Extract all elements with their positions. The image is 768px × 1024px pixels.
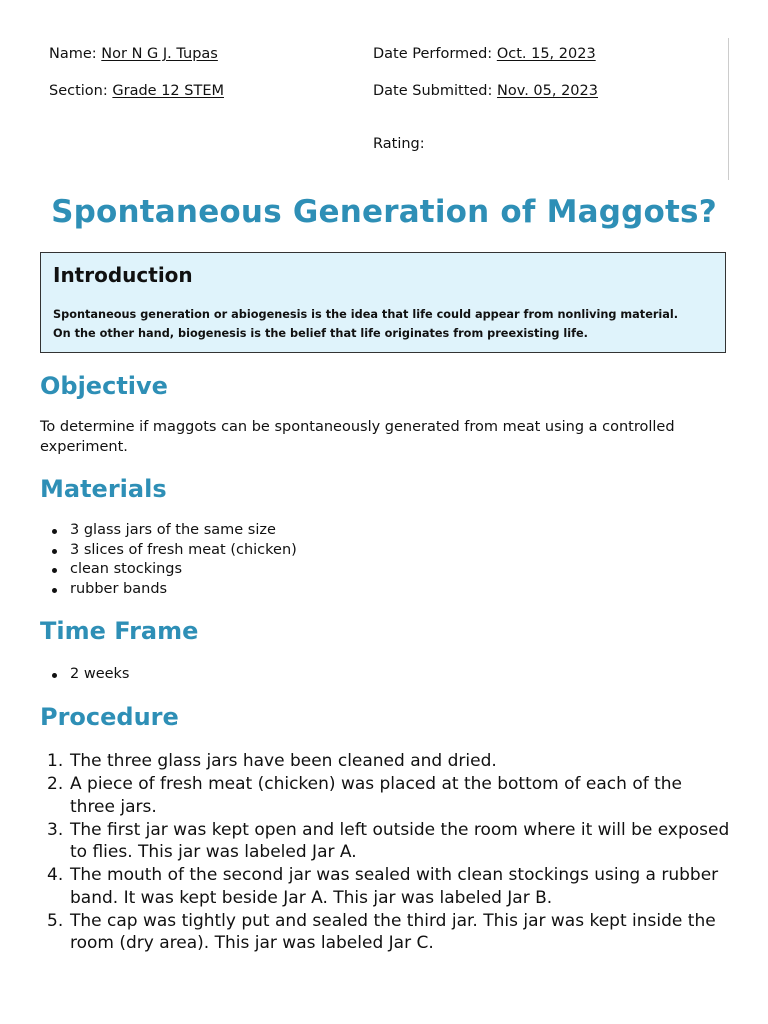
materials-heading: Materials xyxy=(40,475,167,503)
list-item-text: 2 weeks xyxy=(70,666,130,682)
list-item xyxy=(40,541,297,561)
name-value: Nor N G J. Tupas xyxy=(101,46,218,62)
step-number: 4. xyxy=(47,865,64,885)
section-field xyxy=(49,81,224,101)
step-text: The first jar was kept open and left outside the room where it will be exposed to flies. This jar was labeled Jar A. xyxy=(70,819,730,862)
introduction-box xyxy=(40,252,726,353)
list-item xyxy=(40,665,130,685)
date-performed-value: Oct. 15, 2023 xyxy=(496,46,596,62)
report-header xyxy=(49,44,729,180)
list-item xyxy=(40,580,297,600)
date-submitted-field xyxy=(373,81,598,101)
procedure-heading: Procedure xyxy=(40,703,179,731)
procedure-step xyxy=(40,910,730,955)
objective-heading: Objective xyxy=(40,372,168,400)
list-item xyxy=(40,560,297,580)
introduction-line-1: Spontaneous generation or abiogenesis is the idea that life could appear from nonliving material. xyxy=(53,308,679,321)
procedure-step xyxy=(40,750,730,773)
step-number: 1. xyxy=(47,751,64,771)
list-item-text: clean stockings xyxy=(70,561,183,577)
list-item xyxy=(40,521,297,541)
step-text: The cap was tightly put and sealed the third jar. This jar was kept inside the room (dry area). This jar was labeled Jar C. xyxy=(70,910,716,953)
date-submitted-value: Nov. 05, 2023 xyxy=(497,83,598,99)
procedure-list xyxy=(40,750,730,955)
header-divider xyxy=(728,38,729,180)
page-title: Spontaneous Generation of Maggots? xyxy=(51,194,717,230)
list-item-text: rubber bands xyxy=(70,580,168,597)
step-text: The three glass jars have been cleaned and dried. xyxy=(70,751,497,771)
section-label: Section: xyxy=(49,83,108,99)
introduction-line-2: On the other hand, biogenesis is the belief that life originates from preexisting life. xyxy=(53,327,588,340)
date-submitted-label: Date Submitted: xyxy=(373,83,493,99)
section-value: Grade 12 STEM xyxy=(112,83,224,99)
time-frame-heading: Time Frame xyxy=(40,617,199,645)
rating-label: Rating: xyxy=(373,136,425,152)
bullet-icon xyxy=(52,588,57,593)
step-number: 3. xyxy=(47,819,64,840)
introduction-text xyxy=(53,305,713,343)
procedure-step xyxy=(40,819,730,864)
date-performed-label: Date Performed: xyxy=(373,46,493,62)
objective-text: To determine if maggots can be spontaneously generated from meat using a controlled experiment. xyxy=(40,419,675,455)
bullet-icon xyxy=(52,549,57,554)
date-performed-field xyxy=(373,44,596,64)
bullet-icon xyxy=(52,568,57,573)
step-number: 5. xyxy=(47,910,64,931)
step-number: 2. xyxy=(47,774,64,794)
list-item-text: 3 slices of fresh meat (chicken) xyxy=(70,541,297,558)
time-frame-list xyxy=(40,665,130,685)
bullet-icon xyxy=(52,673,57,678)
name-label: Name: xyxy=(49,46,97,62)
list-item-text: 3 glass jars of the same size xyxy=(70,522,276,538)
name-field xyxy=(49,44,218,64)
step-text: The mouth of the second jar was sealed with clean stockings using a rubber band. It was kept beside Jar A. This jar was labeled Jar B. xyxy=(70,865,719,908)
procedure-step xyxy=(40,864,730,909)
bullet-icon xyxy=(52,529,57,534)
introduction-heading: Introduction xyxy=(53,263,193,287)
rating-field xyxy=(373,134,425,154)
step-text: A piece of fresh meat (chicken) was placed at the bottom of each of the three jars. xyxy=(70,774,683,817)
materials-list xyxy=(40,521,297,599)
procedure-step xyxy=(40,773,730,818)
